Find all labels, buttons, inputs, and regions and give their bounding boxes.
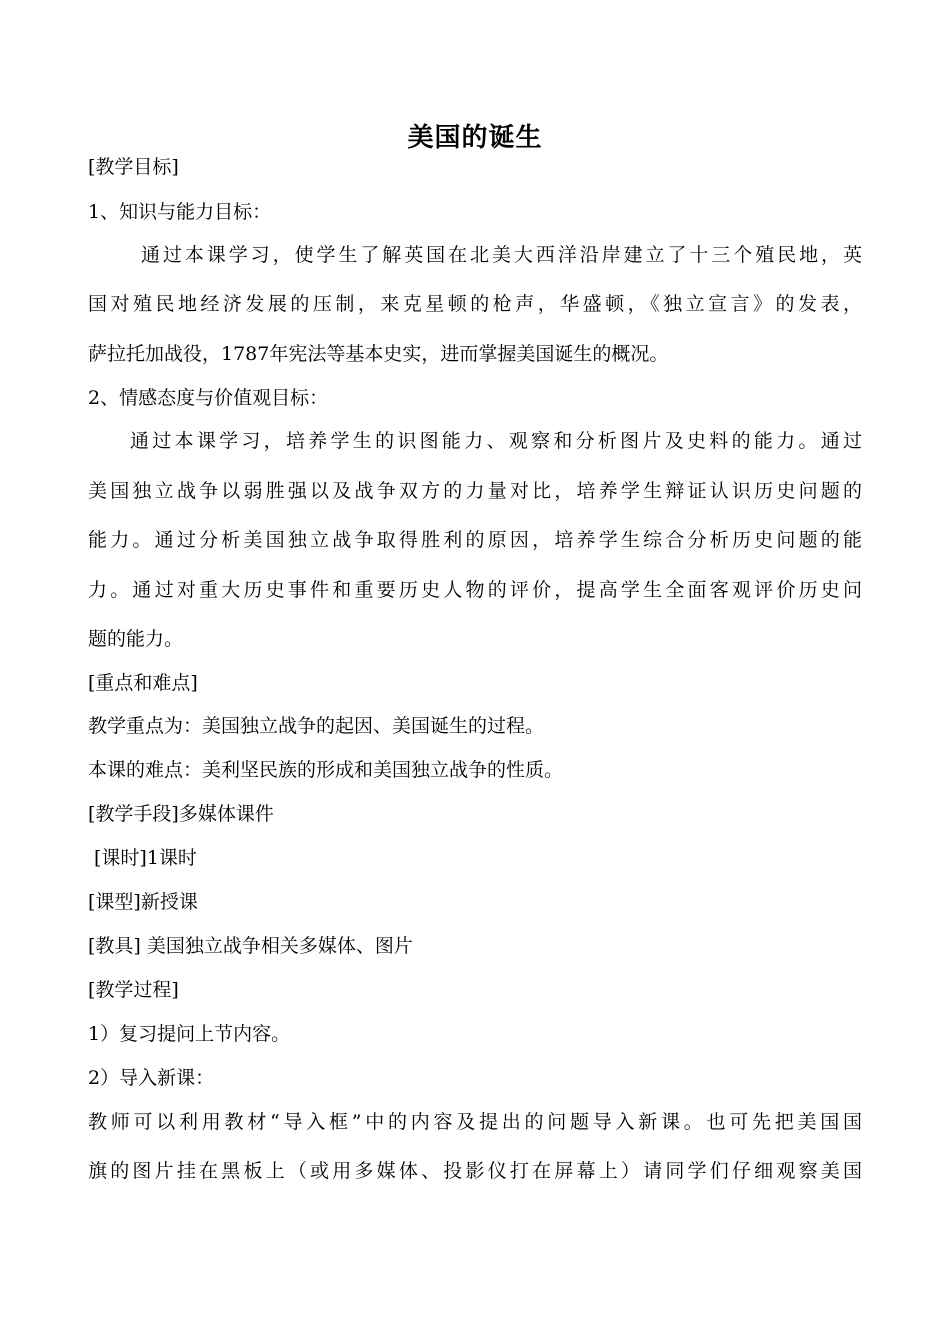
- paragraph-line: 旗的图片挂在黑板上（或用多媒体、投影仪打在屏幕上）请同学们仔细观察美国: [88, 1160, 862, 1182]
- class-hours-line: [课时]1课时: [94, 847, 197, 869]
- paragraph-line: 题的能力。: [88, 628, 184, 650]
- process-step-2: 2）导入新课：: [88, 1067, 215, 1089]
- paragraph-line: 国对殖民地经济发展的压制，来克星顿的枪声，华盛顿，《独立宣言》的发表，: [88, 293, 862, 315]
- paragraph-line: 能力。通过分析美国独立战争取得胜利的原因，培养学生综合分析历史问题的能: [88, 529, 862, 551]
- teaching-aids-line: [教具] 美国独立战争相关多媒体、图片: [88, 935, 413, 957]
- paragraph-line: 美国独立战争以弱胜强以及战争双方的力量对比，培养学生辩证认识历史问题的: [88, 480, 862, 502]
- paragraph-line: 教师可以利用教材“导入框”中的内容及提出的问题导入新课。也可先把美国国: [88, 1111, 862, 1133]
- section-heading-teaching-process: [教学过程]: [88, 979, 179, 1001]
- subheading-knowledge-ability: 1、知识与能力目标：: [88, 201, 272, 223]
- section-heading-key-points: [重点和难点]: [88, 672, 198, 694]
- paragraph-line: 通过本课学习，培养学生的识图能力、观察和分析图片及史料的能力。通过: [130, 430, 862, 452]
- difficulty-line: 本课的难点：美利坚民族的形成和美国独立战争的性质。: [88, 759, 564, 781]
- paragraph-line: 萨拉托加战役，1787年宪法等基本史实，进而掌握美国诞生的概况。: [88, 343, 669, 365]
- key-point-line: 教学重点为：美国独立战争的起因、美国诞生的过程。: [88, 715, 545, 737]
- document-title: 美国的诞生: [407, 123, 543, 153]
- lesson-type-line: [课型]新授课: [88, 891, 198, 913]
- subheading-emotion-values: 2、情感态度与价值观目标：: [88, 387, 329, 409]
- paragraph-line: 力。通过对重大历史事件和重要历史人物的评价，提高学生全面客观评价历史问: [88, 579, 862, 601]
- paragraph-line: 通过本课学习，使学生了解英国在北美大西洋沿岸建立了十三个殖民地，英: [141, 244, 862, 266]
- process-step-1: 1）复习提问上节内容。: [88, 1023, 291, 1045]
- section-heading-teaching-goals: [教学目标]: [88, 156, 179, 178]
- teaching-means-line: [教学手段]多媒体课件: [88, 803, 274, 825]
